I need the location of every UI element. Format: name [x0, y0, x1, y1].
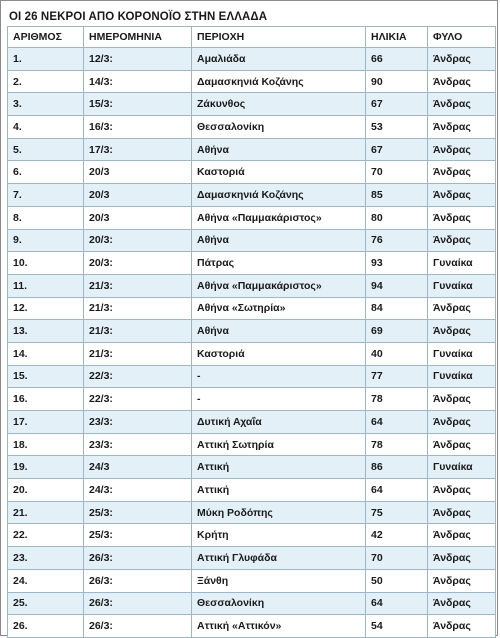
cell-date: 20/3: [84, 184, 192, 207]
cell-age: 70: [366, 161, 428, 184]
cell-date: 26/3:: [84, 547, 192, 570]
cell-sex: Άνδρας: [428, 320, 496, 343]
cell-sex: Γυναίκα: [428, 252, 496, 275]
cell-area: Αττική: [192, 479, 366, 502]
table-row: [8, 592, 496, 615]
cell-area: Αττική Γλυφάδα: [192, 547, 366, 570]
cell-age: 90: [366, 70, 428, 93]
cell-number: 4.: [8, 116, 84, 139]
cell-age: 78: [366, 388, 428, 411]
cell-area: Ξάνθη: [192, 569, 366, 592]
cell-date: 21/3:: [84, 274, 192, 297]
cell-age: 77: [366, 365, 428, 388]
cell-sex: Άνδρας: [428, 70, 496, 93]
table-row: [8, 320, 496, 343]
cell-age: 78: [366, 433, 428, 456]
cell-date: 21/3:: [84, 320, 192, 343]
cell-number: 21.: [8, 501, 84, 524]
cell-age: 93: [366, 252, 428, 275]
cell-number: 22.: [8, 524, 84, 547]
table-row: [8, 365, 496, 388]
cell-number: 1.: [8, 48, 84, 71]
cell-number: 18.: [8, 433, 84, 456]
cell-number: 20.: [8, 479, 84, 502]
cell-sex: Άνδρας: [428, 206, 496, 229]
cell-date: 25/3:: [84, 501, 192, 524]
cell-date: 20/3:: [84, 252, 192, 275]
cell-sex: Γυναίκα: [428, 274, 496, 297]
cell-age: 70: [366, 547, 428, 570]
table-row: [8, 206, 496, 229]
cell-age: 64: [366, 411, 428, 434]
cell-number: 8.: [8, 206, 84, 229]
cell-date: 22/3:: [84, 365, 192, 388]
column-header-date: ΗΜΕΡΟΜΗΝΙΑ: [84, 27, 192, 48]
cell-number: 2.: [8, 70, 84, 93]
cell-date: 16/3:: [84, 116, 192, 139]
cell-sex: Άνδρας: [428, 161, 496, 184]
cell-date: 14/3:: [84, 70, 192, 93]
cell-age: 94: [366, 274, 428, 297]
cell-area: Αθήνα: [192, 138, 366, 161]
cell-area: Αττική: [192, 456, 366, 479]
table-row: [8, 501, 496, 524]
cell-area: Καστοριά: [192, 342, 366, 365]
cell-sex: Άνδρας: [428, 184, 496, 207]
cell-age: 42: [366, 524, 428, 547]
table-row: [8, 297, 496, 320]
cell-number: 5.: [8, 138, 84, 161]
cell-number: 24.: [8, 569, 84, 592]
table-row: [8, 547, 496, 570]
cell-area: Ζάκυνθος: [192, 93, 366, 116]
cell-date: 20/3:: [84, 229, 192, 252]
cell-date: 22/3:: [84, 388, 192, 411]
column-header-number: ΑΡΙΘΜΟΣ: [8, 27, 84, 48]
table-row: [8, 411, 496, 434]
cell-sex: Άνδρας: [428, 547, 496, 570]
cell-date: 17/3:: [84, 138, 192, 161]
cell-sex: Άνδρας: [428, 48, 496, 71]
cell-area: Καστοριά: [192, 161, 366, 184]
cell-date: 21/3:: [84, 342, 192, 365]
cell-area: Αθήνα: [192, 229, 366, 252]
cell-area: Θεσσαλονίκη: [192, 592, 366, 615]
cell-number: 7.: [8, 184, 84, 207]
cell-age: 66: [366, 48, 428, 71]
cell-area: Αθήνα «Σωτηρία»: [192, 297, 366, 320]
cell-area: -: [192, 365, 366, 388]
cell-age: 76: [366, 229, 428, 252]
cell-area: Αττική «Αττικόν»: [192, 615, 366, 638]
cell-sex: Άνδρας: [428, 569, 496, 592]
table-row: [8, 433, 496, 456]
table-row: [8, 116, 496, 139]
cell-number: 13.: [8, 320, 84, 343]
cell-sex: Άνδρας: [428, 229, 496, 252]
cell-age: 85: [366, 184, 428, 207]
table-row: [8, 252, 496, 275]
cell-age: 67: [366, 93, 428, 116]
table-row: [8, 388, 496, 411]
table-row: [8, 161, 496, 184]
cell-age: 54: [366, 615, 428, 638]
cell-number: 11.: [8, 274, 84, 297]
cell-area: Αθήνα «Παμμακάριστος»: [192, 206, 366, 229]
cell-date: 23/3:: [84, 433, 192, 456]
cell-age: 40: [366, 342, 428, 365]
cell-number: 12.: [8, 297, 84, 320]
cell-area: Αμαλιάδα: [192, 48, 366, 71]
cell-number: 15.: [8, 365, 84, 388]
cell-date: 21/3:: [84, 297, 192, 320]
cell-number: 19.: [8, 456, 84, 479]
cell-sex: Άνδρας: [428, 479, 496, 502]
cell-age: 50: [366, 569, 428, 592]
cell-sex: Γυναίκα: [428, 365, 496, 388]
cell-age: 80: [366, 206, 428, 229]
cell-number: 9.: [8, 229, 84, 252]
cell-age: 53: [366, 116, 428, 139]
cell-number: 26.: [8, 615, 84, 638]
table-row: [8, 229, 496, 252]
cell-sex: Γυναίκα: [428, 456, 496, 479]
cell-sex: Άνδρας: [428, 93, 496, 116]
cell-area: Αττική Σωτηρία: [192, 433, 366, 456]
column-header-area: ΠΕΡΙΟΧΗ: [192, 27, 366, 48]
cell-number: 17.: [8, 411, 84, 434]
cell-number: 25.: [8, 592, 84, 615]
table-title: ΟΙ 26 ΝΕΚΡΟΙ ΑΠΟ ΚΟΡΟΝΟΪΟ ΣΤΗΝ ΕΛΛΑΔΑ: [9, 11, 268, 23]
column-header-sex: ΦΥΛΟ: [428, 27, 496, 48]
table-row: [8, 70, 496, 93]
cell-area: Κρήτη: [192, 524, 366, 547]
column-header-age: ΗΛΙΚΙΑ: [366, 27, 428, 48]
cell-date: 25/3:: [84, 524, 192, 547]
cell-sex: Άνδρας: [428, 592, 496, 615]
cell-area: Πάτρας: [192, 252, 366, 275]
table-row: [8, 48, 496, 71]
cell-age: 64: [366, 479, 428, 502]
cell-sex: Άνδρας: [428, 388, 496, 411]
cell-date: 20/3: [84, 161, 192, 184]
table-row: [8, 342, 496, 365]
cell-sex: Άνδρας: [428, 524, 496, 547]
cell-area: Αθήνα: [192, 320, 366, 343]
table-row: [8, 138, 496, 161]
cell-area: Μύκη Ροδόπης: [192, 501, 366, 524]
cell-area: Δαμασκηνιά Κοζάνης: [192, 184, 366, 207]
table-row: [8, 615, 496, 638]
cell-date: 26/3:: [84, 615, 192, 638]
cell-date: 26/3:: [84, 592, 192, 615]
table-row: [8, 93, 496, 116]
cell-date: 26/3:: [84, 569, 192, 592]
cell-age: 69: [366, 320, 428, 343]
cell-number: 10.: [8, 252, 84, 275]
cell-sex: Άνδρας: [428, 411, 496, 434]
cell-age: 64: [366, 592, 428, 615]
cell-sex: Άνδρας: [428, 116, 496, 139]
table-body: [8, 48, 496, 638]
cell-area: Θεσσαλονίκη: [192, 116, 366, 139]
cell-date: 15/3:: [84, 93, 192, 116]
cell-sex: Γυναίκα: [428, 342, 496, 365]
cell-age: 67: [366, 138, 428, 161]
table-row: [8, 479, 496, 502]
cell-number: 14.: [8, 342, 84, 365]
table-row: [8, 456, 496, 479]
cell-date: 20/3: [84, 206, 192, 229]
cell-number: 23.: [8, 547, 84, 570]
table-row: [8, 274, 496, 297]
cell-sex: Άνδρας: [428, 615, 496, 638]
cell-date: 23/3:: [84, 411, 192, 434]
cell-date: 24/3: [84, 456, 192, 479]
cell-number: 16.: [8, 388, 84, 411]
cell-area: Δαμασκηνιά Κοζάνης: [192, 70, 366, 93]
cell-age: 86: [366, 456, 428, 479]
table-row: [8, 184, 496, 207]
cell-date: 12/3:: [84, 48, 192, 71]
header-row: [8, 27, 496, 48]
cell-number: 6.: [8, 161, 84, 184]
cell-number: 3.: [8, 93, 84, 116]
cell-area: -: [192, 388, 366, 411]
table-row: [8, 524, 496, 547]
cell-area: Δυτική Αχαΐα: [192, 411, 366, 434]
cell-age: 75: [366, 501, 428, 524]
cell-area: Αθήνα «Παμμακάριστος»: [192, 274, 366, 297]
cell-sex: Άνδρας: [428, 501, 496, 524]
table-row: [8, 569, 496, 592]
cell-age: 84: [366, 297, 428, 320]
cell-sex: Άνδρας: [428, 433, 496, 456]
deaths-table: [7, 26, 496, 638]
cell-sex: Άνδρας: [428, 297, 496, 320]
cell-sex: Άνδρας: [428, 138, 496, 161]
cell-date: 24/3:: [84, 479, 192, 502]
